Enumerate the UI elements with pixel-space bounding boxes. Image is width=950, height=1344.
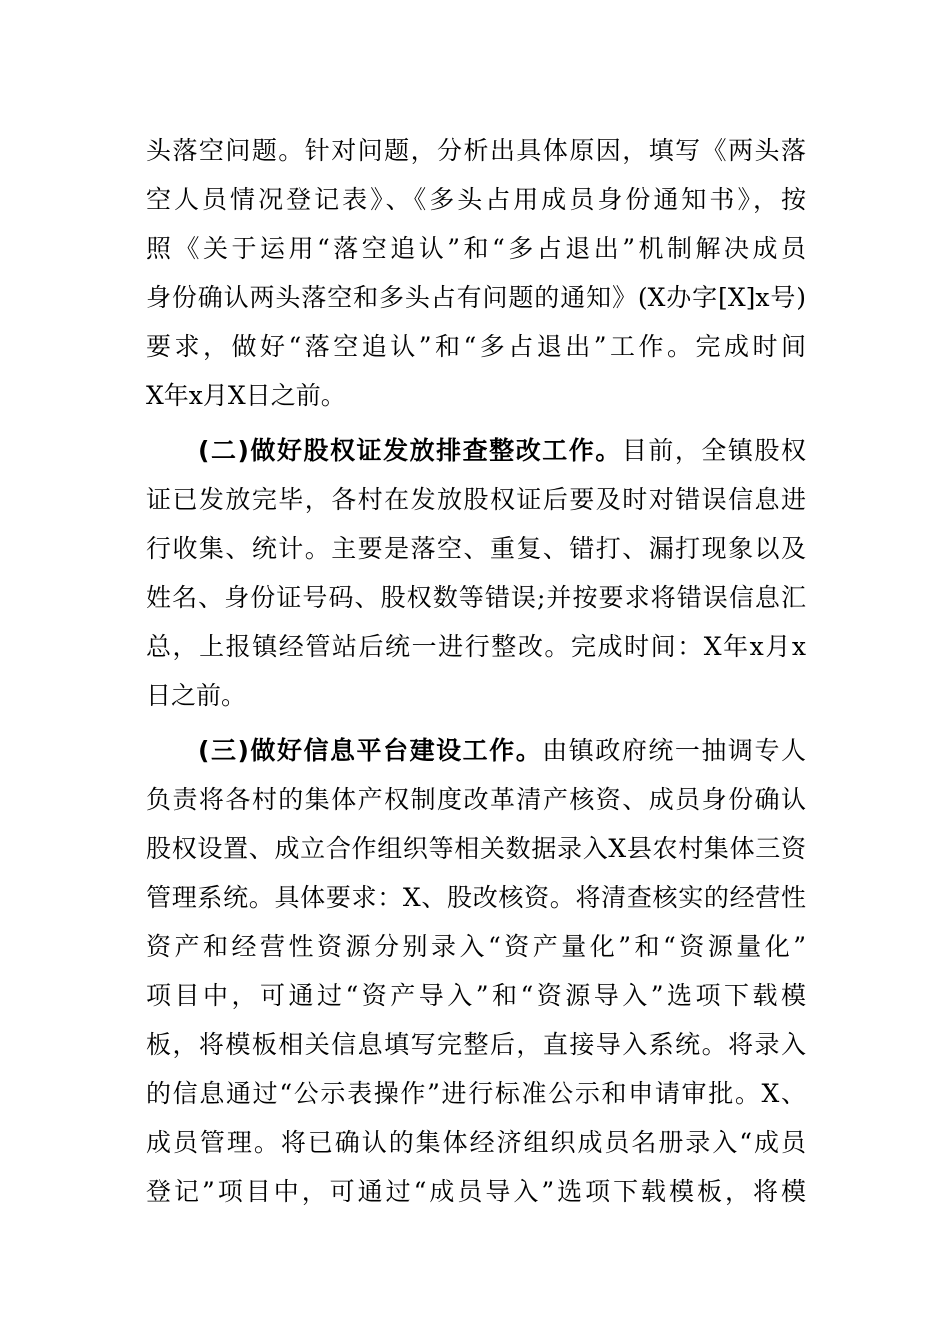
p2-line-6: 日之前。 <box>146 681 247 710</box>
p3-line-9: 成员管理。将已确认的集体经济组织成员名册录入“成员 <box>146 1128 806 1157</box>
p3-line-2: 负责将各村的集体产权制度改革清产核资、成员身份确认 <box>146 785 806 814</box>
p3-heading: (三)做好信息平台建设工作。 <box>198 736 543 765</box>
p1-line-4: 身份确认两头落空和多头占有问题的通知》(X办字[X]x号) <box>146 283 806 312</box>
p2-line-5: 总，上报镇经管站后统一进行整改。完成时间：X年x月x <box>146 632 806 661</box>
p3-line-10: 登记”项目中，可通过“成员导入”选项下载模板，将模 <box>146 1177 806 1206</box>
p3-line-3: 股权设置、成立合作组织等相关数据录入X县农村集体三资 <box>146 834 806 863</box>
p1-line-6: X年x月X日之前。 <box>146 381 346 410</box>
p2-heading: (二)做好股权证发放排查整改工作。 <box>198 436 622 465</box>
p1-line-2: 空人员情况登记表》、《多头占用成员身份通知书》，按 <box>146 185 806 214</box>
p3-line-5: 资产和经营性资源分别录入“资产量化”和“资源量化” <box>146 932 806 961</box>
p2-line-3: 行收集、统计。主要是落空、重复、错打、漏打现象以及 <box>146 534 806 563</box>
p2-line-4: 姓名、身份证号码、股权数等错误;并按要求将错误信息汇 <box>146 583 806 612</box>
p2-line-1 <box>198 431 806 471</box>
p3-line-6: 项目中，可通过“资产导入”和“资源导入”选项下载模 <box>146 981 806 1010</box>
p1-line-1: 头落空问题。针对问题，分析出具体原因，填写《两头落 <box>146 136 806 165</box>
p2-first-line-text: 目前，全镇股权 <box>621 436 806 465</box>
p3-first-line-text: 由镇政府统一抽调专人 <box>542 736 806 765</box>
p3-line-7: 板，将模板相关信息填写完整后，直接导入系统。将录入 <box>146 1030 806 1059</box>
p3-line-4: 管理系统。具体要求：X、股改核资。将清查核实的经营性 <box>146 883 806 912</box>
p1-line-5: 要求，做好“落空追认”和“多占退出”工作。完成时间 <box>146 332 806 361</box>
p1-line-3: 照《关于运用“落空追认”和“多占退出”机制解决成员 <box>146 234 806 263</box>
p3-line-8: 的信息通过“公示表操作”进行标准公示和申请审批。X、 <box>146 1079 806 1108</box>
p2-line-2: 证已发放完毕，各村在发放股权证后要及时对错误信息进 <box>146 485 806 514</box>
p3-line-1 <box>198 731 806 771</box>
